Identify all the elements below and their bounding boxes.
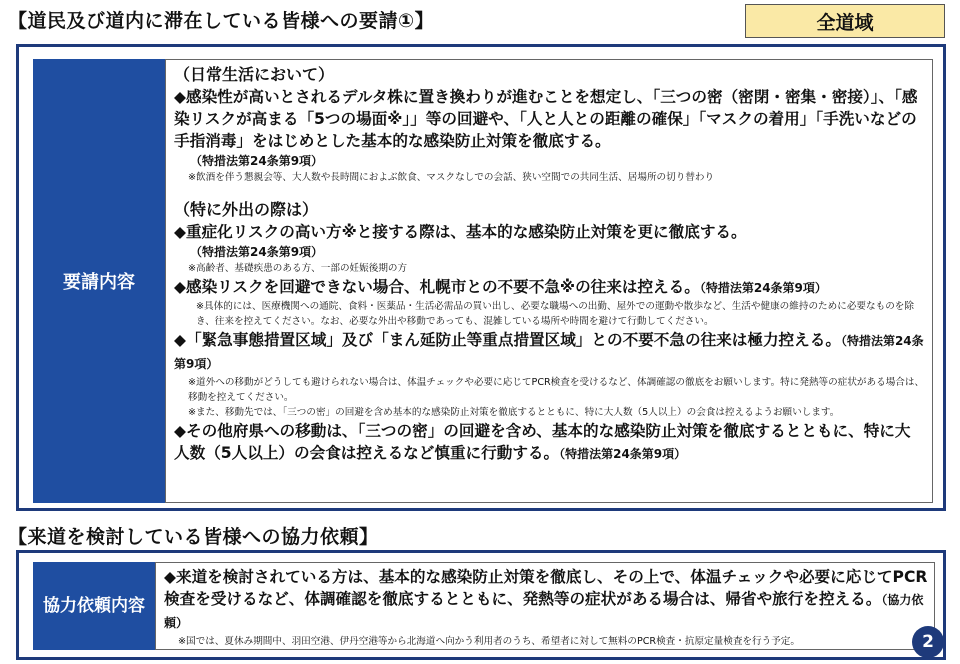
page-number: 2 bbox=[912, 626, 944, 658]
region-badge: 全道域 bbox=[745, 4, 945, 38]
cooperation-content bbox=[155, 562, 935, 650]
request-section bbox=[16, 44, 946, 511]
request-label: 要請内容 bbox=[33, 59, 165, 503]
note-at-destination: ※また、移動先では、「三つの密」の回避を含め基本的な感染防止対策を徹底するとともに、特に大人数（5人以上）の会食は控えるようお願いします。 bbox=[188, 407, 840, 418]
bullet-high-risk-contact: ◆重症化リスクの高い方※と接する際は、基本的な感染防止対策を更に徹底する。 bbox=[174, 223, 747, 241]
request-content bbox=[165, 59, 933, 503]
note-out-of-prefecture: ※道外への移動がどうしても避けられない場合は、体温チェックや必要に応じてPCR検査を受けるなど、体調確認の徹底をお願いします。特に発熱等の症状がある場合は、移動を控えてください。 bbox=[188, 377, 925, 403]
section-title-visitors: 【来道を検討している皆様への協力依頼】 bbox=[8, 526, 379, 548]
law-reference: （特措法第24条第9項） bbox=[174, 334, 924, 371]
subheading-daily-life: （日常生活において） bbox=[174, 65, 335, 84]
cooperation-tag: （協力依頼） bbox=[164, 593, 924, 630]
law-reference: （特措法第24条第9項） bbox=[190, 245, 324, 259]
note-high-risk-persons: ※高齢者、基礎疾患のある方、一部の妊娠後期の方 bbox=[188, 263, 408, 274]
visitor-section bbox=[16, 550, 946, 660]
law-reference: （特措法第24条第9項） bbox=[190, 154, 324, 168]
law-reference: （特措法第24条第9項） bbox=[559, 447, 687, 461]
note-essential-trips: ※具体的には、医療機関への通院、食料・医薬品・生活必需品の買い出し、必要な職場への出勤、屋外での運動や散歩など、生活や健康の維持のために必要なものを除き、往来を控えてください。なお、必要な外出や移動であっても、混雑している場所や時間を避けて行動してください。 bbox=[196, 301, 914, 327]
cooperation-label-line2: 内容 bbox=[111, 595, 145, 616]
bullet-visitor-request bbox=[164, 566, 928, 634]
bullet-sapporo-travel bbox=[174, 276, 926, 299]
page-title: 【道民及び道内に滞在している皆様への要請①】 bbox=[8, 10, 435, 32]
bullet-other-prefectures bbox=[174, 420, 926, 465]
bullet-text: ◆来道を検討されている方は、基本的な感染防止対策を徹底し、その上で、体温チェックや必要に応じてPCR検査を受けるなど、体調確認を徹底するとともに、発熱等の症状がある場合は、帰省や旅行を控える。 bbox=[164, 568, 928, 608]
bullet-text: ◆感染リスクを回避できない場合、札幌市との不要不急※の往来は控える。 bbox=[174, 278, 700, 296]
bullet-text: ◆「緊急事態措置区域」及び「まん延防止等重点措置区域」との不要不急の往来は極力控える。 bbox=[174, 331, 841, 349]
cooperation-label-line1: 協力依頼 bbox=[43, 595, 111, 616]
subheading-going-out: （特に外出の際は） bbox=[174, 200, 319, 219]
cooperation-label bbox=[33, 562, 155, 650]
bullet-text: ◆その他府県への移動は、「三つの密」の回避を含め、基本的な感染防止対策を徹底するとともに、特に大人数（5人以上）の会食は控えるなど慎重に行動する。 bbox=[174, 422, 911, 462]
law-reference: （特措法第24条第9項） bbox=[699, 281, 827, 295]
note-free-pcr: ※国では、夏休み期間中、羽田空港、伊丹空港等から北海道へ向かう利用者のうち、希望者に対して無料のPCR検査・抗原定量検査を行う予定。 bbox=[178, 636, 800, 647]
bullet-basic-measures: ◆感染性が高いとされるデルタ株に置き換わりが進むことを想定し、「三つの密（密閉・密集・密接）」、「感染リスクが高まる「5つの場面※」」等の回避や、「人と人との距離の確保」「マスクの着用」「手洗いなどの手指消毒」をはじめとした基本的な感染防止対策を徹底する。 bbox=[174, 88, 918, 150]
note-risk-scenes: ※飲酒を伴う懇親会等、大人数や長時間におよぶ飲食、マスクなしでの会話、狭い空間での共同生活、居場所の切り替わり bbox=[188, 172, 715, 183]
bullet-emergency-areas bbox=[174, 329, 926, 375]
